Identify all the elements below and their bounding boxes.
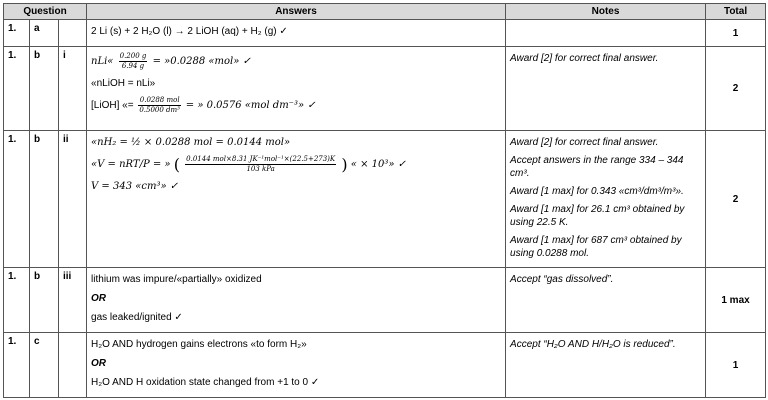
question-subpart	[59, 20, 87, 47]
note-text: Award [1 max] for 687 cm³ obtained by using 0.0288 mol.	[510, 235, 682, 259]
question-number: 1.	[4, 20, 30, 47]
concentration-lhs: [LiOH] «=	[91, 100, 134, 112]
question-number: 1.	[4, 268, 30, 333]
moles-li-line	[91, 52, 501, 71]
answer-cell	[87, 47, 506, 131]
fraction-denominator: 6.94 g	[121, 62, 145, 70]
volume-final-line: V = 343 «cm³» ✓	[91, 181, 179, 192]
question-number: 1.	[4, 47, 30, 131]
question-number: 1.	[4, 333, 30, 398]
fraction-denominator: 0.5000 dm³	[139, 106, 180, 114]
moles-li-fraction	[119, 52, 148, 71]
answer-option-2: H₂O AND H oxidation state changed from +1 to 0 ✓	[91, 377, 320, 388]
total-mark: 1	[706, 20, 766, 47]
notes-cell	[506, 20, 706, 47]
notes-cell	[506, 131, 706, 268]
moles-li-result: = »0.0288 «mol» ✓	[152, 56, 251, 67]
note-text: Award [2] for correct final answer.	[510, 137, 659, 148]
header-row	[4, 4, 766, 20]
concentration-result: = » 0.0576 «mol dm⁻³» ✓	[185, 100, 316, 112]
fraction-denominator: 103 kPa	[246, 165, 275, 173]
question-part: c	[30, 333, 59, 398]
markscheme-table	[3, 3, 766, 398]
answer-cell	[87, 131, 506, 268]
moles-li-lhs: nLi«	[91, 56, 114, 67]
header-answers: Answers	[87, 4, 506, 20]
total-mark: 2	[706, 131, 766, 268]
volume-fraction	[185, 155, 336, 174]
or-separator: OR	[91, 293, 107, 304]
header-total: Total	[706, 4, 766, 20]
moles-h2-line: «nH₂ = ½ × 0.0288 mol = 0.0144 mol»	[91, 137, 291, 148]
question-subpart: i	[59, 47, 87, 131]
table-row	[4, 20, 766, 47]
note-text: Award [1 max] for 26.1 cm³ obtained by using 22.5 K.	[510, 204, 685, 228]
note-text: Accept “H₂O AND H/H₂O is reduced”.	[510, 339, 676, 350]
fraction-numerator: 0.0144 mol×8.31 JK⁻¹mol⁻¹×(22.5+273)K	[186, 155, 336, 163]
fraction-numerator: 0.0288 mol	[139, 96, 180, 104]
volume-rhs: « × 10³» ✓	[350, 159, 407, 170]
answer-equation: 2 Li (s) + 2 H₂O (l) → 2 LiOH (aq) + H₂ (g) ✓	[91, 26, 288, 37]
notes-cell	[506, 47, 706, 131]
or-separator: OR	[91, 358, 107, 369]
header-question: Question	[4, 4, 87, 20]
question-part: b	[30, 47, 59, 131]
answer-cell	[87, 333, 506, 398]
notes-cell	[506, 268, 706, 333]
total-mark: 1	[706, 333, 766, 398]
question-part: a	[30, 20, 59, 47]
volume-calc-line	[91, 155, 501, 174]
concentration-fraction	[138, 96, 181, 115]
total-mark: 1 max	[706, 268, 766, 333]
table-row	[4, 333, 766, 398]
table-row	[4, 131, 766, 268]
total-mark: 2	[706, 47, 766, 131]
concentration-line	[91, 96, 501, 115]
question-subpart: ii	[59, 131, 87, 268]
bracket-close: )	[341, 155, 348, 174]
note-text: Award [1 max] for 0.343 «cm³/dm³/m³».	[510, 186, 684, 197]
answer-cell	[87, 268, 506, 333]
question-subpart	[59, 333, 87, 398]
answer-option-1: H₂O AND hydrogen gains electrons «to form H₂»	[91, 339, 307, 350]
volume-lhs: «V = nRT/P = »	[91, 159, 171, 170]
moles-equal-line: «nLiOH = nLi»	[91, 78, 156, 89]
note-text: Award [2] for correct final answer.	[510, 53, 659, 64]
answer-cell	[87, 20, 506, 47]
question-number: 1.	[4, 131, 30, 268]
table-row	[4, 47, 766, 131]
bracket-open: (	[173, 155, 180, 174]
answer-option-1: lithium was impure/«partially» oxidized	[91, 274, 262, 285]
question-subpart: iii	[59, 268, 87, 333]
note-text: Accept “gas dissolved”.	[510, 274, 614, 285]
question-part: b	[30, 131, 59, 268]
question-part: b	[30, 268, 59, 333]
note-text: Accept answers in the range 334 – 344 cm³.	[510, 155, 684, 179]
notes-cell	[506, 333, 706, 398]
fraction-numerator: 0.200 g	[119, 52, 147, 60]
answer-option-2: gas leaked/ignited ✓	[91, 312, 183, 323]
header-notes: Notes	[506, 4, 706, 20]
table-row	[4, 268, 766, 333]
